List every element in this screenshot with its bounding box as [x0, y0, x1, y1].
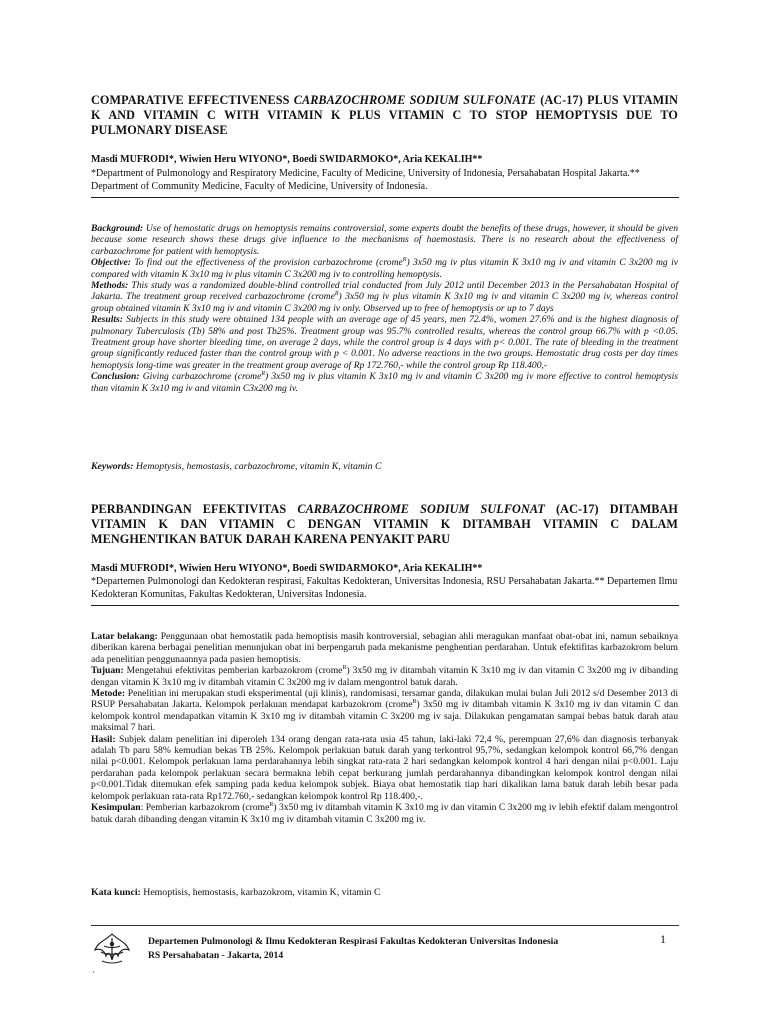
indonesian-affiliation: *Departemen Pulmonologi dan Kedokteran respirasi, Fakultas Kedokteran, Universitas Indonesia, RSU Persahabatan Jakarta.** Departemen Ilmu Kedokteran Komunitas, Fakultas Kedokteran, Universitas Indonesia.: [91, 576, 678, 600]
objective-paragraph: Objective: To find out the effectiveness of the provision carbazochrome (crome$^R$) 3x50 mg iv plus vitamin K 3x10 mg iv and vitamin C 3x200 mg iv compared with vitamin K 3x10 mg iv plus vitamin C 3x200 mg iv to controlling hemoptysis.: [91, 257, 678, 280]
english-affiliation: *Department of Pulmonology and Respiratory Medicine, Faculty of Medicine, University of Indonesia, Persahabatan Hospital Jakarta.** Department of Community Medicine, Faculty of Medicine, University of Indonesia.: [91, 168, 640, 192]
tujuan-paragraph: Tujuan: Mengetahui efektivitas pemberian karbazokrom (crome$^R$) 3x50 mg iv ditambah vitamin K 3x10 mg iv dan vitamin C 3x200 mg iv dibanding dengan vitamin K 3x10 mg iv ditambah vitamin C 3x200 mg iv dalam mengontrol batuk darah.: [91, 665, 678, 688]
divider: [91, 605, 679, 606]
indonesian-authors: Masdi MUFRODI*, Wiwien Heru WIYONO*, Boedi SWIDARMOKO*, Aria KEKALIH**: [91, 563, 483, 574]
page-number: 1: [660, 932, 666, 946]
stray-mark: `: [92, 970, 95, 980]
kesimpulan-paragraph: Kesimpulan: Pemberian karbazokrom (crome$^R$) 3x50 mg iv ditambah vitamin K 3x10 mg iv dan vitamin C 3x200 mg iv lebih efektif dalam mengontrol batuk darah dibanding dengan vitamin K 3x10 mg iv ditambah vitamin C 3x200 mg iv.: [91, 801, 678, 825]
results-paragraph: Results: Subjects in this study were obtained 134 people with an average age of 45 years, men 72.4%, women 27.6% and is the highest diagnosis of pulmonary Tuberculosis (Tb) 58% and post Tb25%. Treatment group was 95.7% controlled results, whereas the control group 66.7% with p <0.05. Treatment group have shorter bleeding time, on average 2 days, while the control group is 4 days with p< 0.001. The rate of bleeding in the treatment group significantly reduced faster than the control group with p < 0.001. No adverse reactions in the two groups. Hemostatic drug costs per day times hemoptysis long-time was greater in the treatment group average of Rp 172.760,- while the control group Rp 118.400,-: [91, 314, 678, 371]
hasil-paragraph: Hasil: Subjek dalam penelitian ini diperoleh 134 orang dengan rata-rata usia 45 tahun, laki-laki 72,4 %, perempuan 27,6% dan diagnosis terbanyak adalah Tb paru 58% kemudian bekas TB 25%. Kelompok perlakuan batuk darah yang terkontrol 95,7%, sedangkan kelompok kontrol 66,7% dengan nilai p<0.001. Kelompok perlakuan lama perdarahannya lebih singkat rata-rata 2 hari sedangkan kelompok kontrol 4 hari dengan nilai p<0.001. Laju perdarahan pada kelompok perlakuan secara bermakna lebih cepat berkurang jumlah perdarahannya dibandingkan kelompok kontrol dengan nilai p<0.001.Tidak ditemukan efek samping pada kedua kelompok subjek. Biaya obat hemostatik tiap hari dikalikan lama batuk darah lebih besar pada kelompok perlakuan rata-rata Rp172.760,- sedangkan kelompok kontrol Rp 118.400,-.: [91, 733, 678, 802]
english-authors: Masdi MUFRODI*, Wiwien Heru WIYONO*, Boedi SWIDARMOKO*, Aria KEKALIH**: [91, 154, 483, 165]
indonesian-abstract: [91, 631, 678, 825]
english-abstract: [91, 223, 678, 394]
conclusion-paragraph: Conclusion: Giving carbazochrome (crome$^R$) 3x50 mg iv plus vitamin K 3x10 mg iv and vitamin C 3x200 mg iv more effective to control hemoptysis than vitamin K 3x10 mg iv and vitamin C3x200 mg iv.: [91, 371, 678, 394]
footer-line-1: Departemen Pulmonologi & Ilmu Kedokteran Respirasi Fakultas Kedokteran Universitas Indonesia: [148, 936, 559, 947]
divider: [91, 197, 679, 198]
background-paragraph: Background: Use of hemostatic drugs on hemoptysis remains controversial, some experts doubt the benefits of these drugs, however, it should be given because some research shows these drugs give influence to the mechanisms of haemostasis. There is no research about the effectiveness of carbazochrome for patient with hemoptysis.: [91, 223, 678, 257]
english-keywords: Keywords: Hemoptysis, hemostasis, carbazochrome, vitamin K, vitamin C: [91, 461, 382, 472]
english-title: COMPARATIVE EFFECTIVENESS CARBAZOCHROME SODIUM SULFONATE (AC-17) PLUS VITAMIN K AND VITAMIN C WITH VITAMIN K PLUS VITAMIN C TO STOP HEMOPTYSIS DUE TO PULMONARY DISEASE: [91, 93, 678, 137]
footer-text: [148, 935, 648, 963]
footer-line-2: RS Persahabatan - Jakarta, 2014: [148, 950, 284, 961]
metode-paragraph: Metode: Penelitian ini merupakan studi eksperimental (uji klinis), randomisasi, tersamar ganda, dilakukan mulai bulan Juli 2012 s/d Desember 2013 di RSUP Persahabatan Jakarta. Kelompok perlakuan mendapat karbazokrom (crome$^R$) 3x50 mg iv ditambah vitamin K 3x10 mg iv dan vitamin C dan kelompok kontrol mendapatkan vitamin K 3x10 mg iv ditambah vitamin C 3x200 mg iv saja. Dilakukan pengamatan sampai bebas batuk darah atau maksimal 7 hari.: [91, 688, 679, 734]
methods-paragraph: Methods: This study was a randomized double-blind controlled trial conducted from July 2012 until December 2013 in the Persahabatan Hospital of Jakarta. The treatment group received carbazochrome (crome$^R$) 3x50 mg iv plus vitamin K 3x10 mg iv and vitamin C 3x200 mg iv, whereas control group obtained vitamin K 3x10 mg iv and vitamin C 3x200 mg iv only. Observed up to free of hemoptysis or up to 7 days: [91, 280, 678, 314]
footer-divider: [91, 925, 679, 926]
indonesian-keywords: Kata kunci: Hemoptisis, hemostasis, karbazokrom, vitamin K, vitamin C: [91, 887, 381, 898]
latar-paragraph: Latar belakang: Penggunaan obat hemostatik pada hemoptisis masih kontroversial, sebagian ahli meragukan manfaat obat-obat ini, namun sebaiknya diberikan karena berbagai penelitian menunjukan obat ini berpengaruh pada mekanisme penghentian perdarahan. Untuk efektifitas karbazokrom belum ada penelitian penggunaannya pada pasien hemoptisis.: [91, 631, 678, 665]
university-seal-icon: [92, 930, 132, 966]
indonesian-title: PERBANDINGAN EFEKTIVITAS CARBAZOCHROME SODIUM SULFONAT (AC-17) DITAMBAH VITAMIN K DAN VITAMIN C DENGAN VITAMIN K DITAMBAH VITAMIN C DALAM MENGHENTIKAN BATUK DARAH KARENA PENYAKIT PARU: [91, 502, 679, 546]
